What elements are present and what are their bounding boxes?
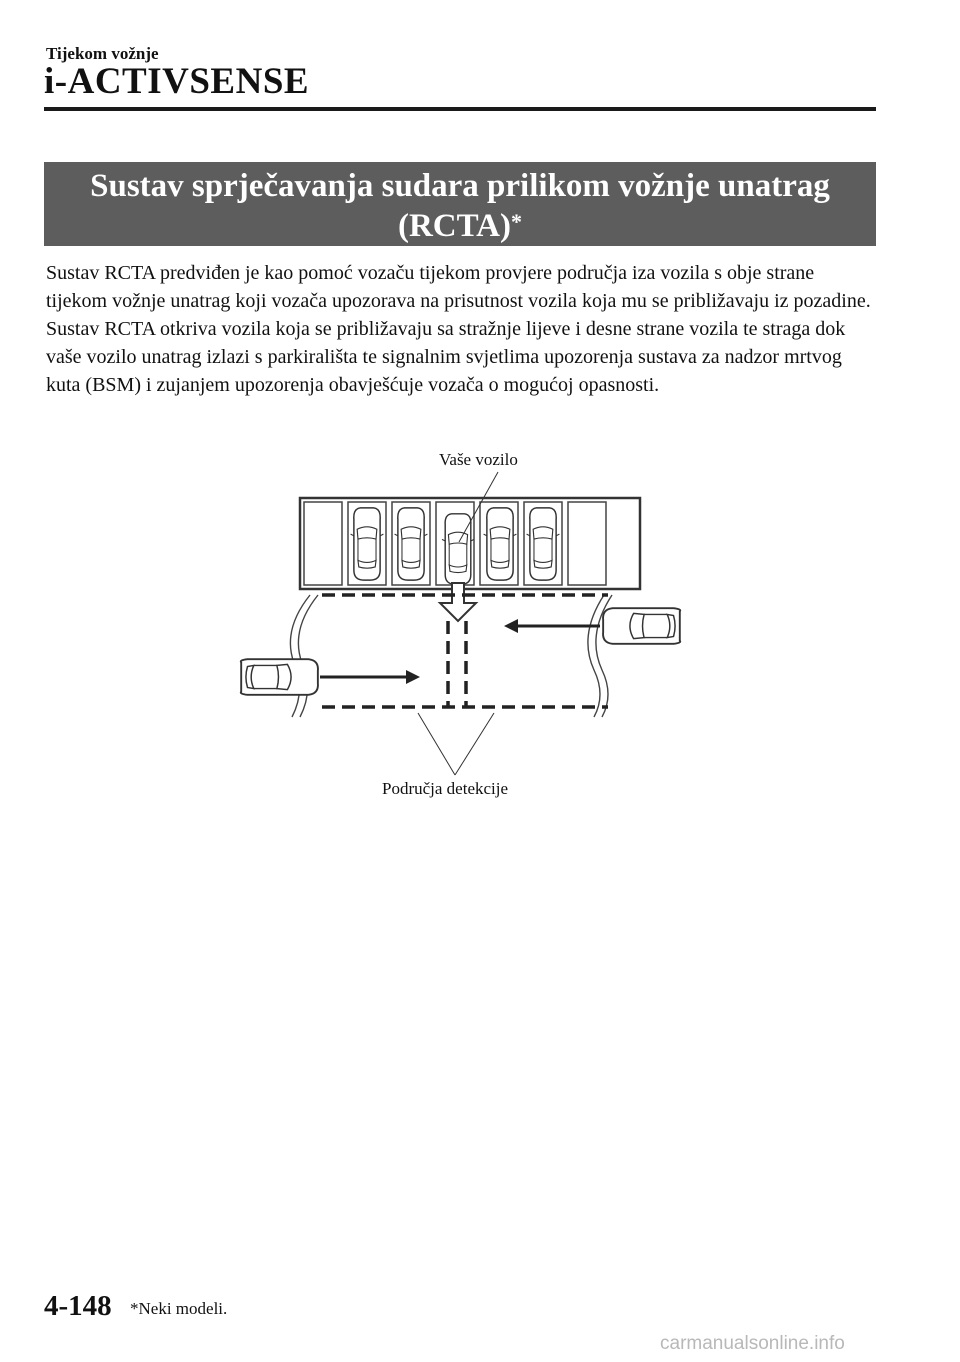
rcta-diagram	[230, 445, 710, 805]
parked-car	[395, 508, 428, 580]
road-edge-left	[298, 595, 318, 717]
parking-space	[568, 502, 606, 585]
page-title-line2	[398, 208, 522, 244]
watermark: carmanualsonline.info	[660, 1333, 845, 1354]
approaching-car-right	[603, 608, 680, 644]
chapter-title: i-ACTIVSENSE	[44, 61, 310, 102]
footnote: *Neki modeli.	[130, 1299, 228, 1318]
leader-line-detection	[418, 713, 455, 775]
page-title-box	[44, 162, 876, 246]
label-your-vehicle: Vaše vozilo	[439, 450, 518, 469]
parking-space	[304, 502, 342, 585]
page-title-line1: Sustav sprječavanja sudara prilikom vožnje unatrag	[90, 168, 830, 204]
body-text	[46, 259, 876, 399]
leader-line-detection	[455, 713, 494, 775]
label-detection-areas: Područja detekcije	[382, 779, 509, 798]
parked-car	[351, 508, 384, 580]
model-marker: *	[511, 209, 523, 234]
parked-car	[484, 508, 517, 580]
paragraph: Sustav RCTA predviđen je kao pomoć vozaču tijekom provjere područja iza vozila s obje strane tijekom vožnje unatrag koji vozača upozorava na prisutnost vozila koja mu se približavaju iz pozadine.	[46, 262, 871, 312]
paragraph: Sustav RCTA otkriva vozila koja se približavaju sa stražnje lijeve i desne strane vozila te straga dok vaše vozilo unatrag izlazi s parkirališta te signalnim svjetlima upozorenja sustava za nadzor mrtvog kuta (BSM) i zujanjem upozorenja obavješćuje vozača o mogućoj opasnosti.	[46, 318, 846, 396]
rcta-illustration	[230, 445, 710, 805]
approach-arrow-left-head	[406, 670, 420, 684]
page-number: 4-148	[44, 1290, 112, 1322]
approach-arrow-right-head	[504, 619, 518, 633]
page-title-acronym: (RCTA)	[397, 208, 512, 244]
header-rule	[44, 107, 876, 111]
approaching-car-left	[241, 659, 318, 695]
section-title: Tijekom vožnje	[46, 44, 159, 63]
parked-car	[527, 508, 560, 580]
